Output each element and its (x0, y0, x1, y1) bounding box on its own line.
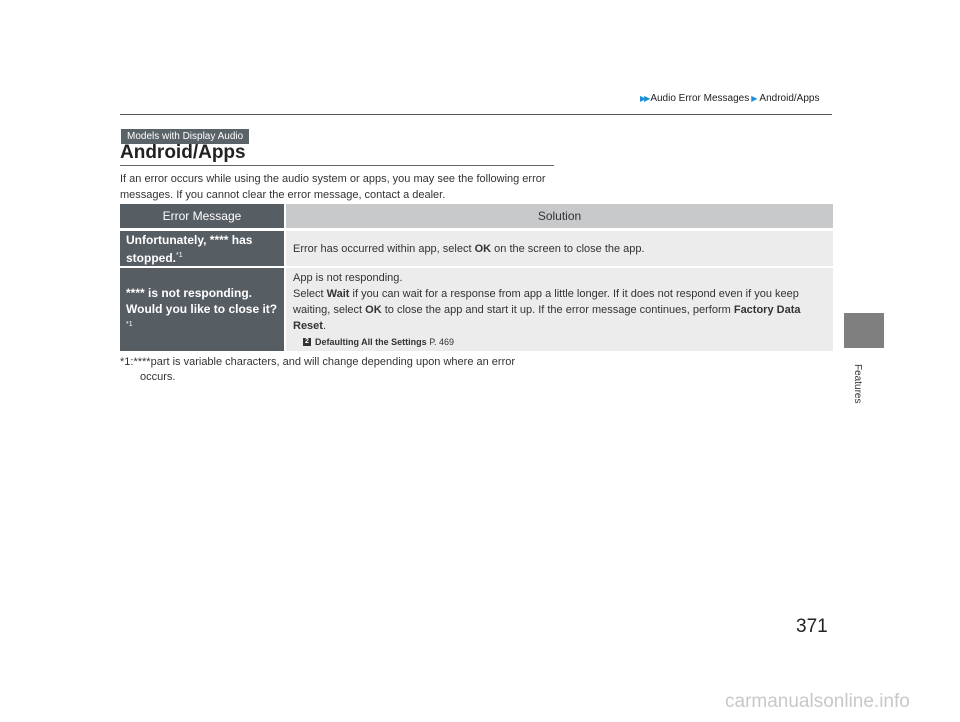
header-solution: Solution (286, 204, 833, 228)
table-row (120, 268, 833, 351)
footnote: *1:****part is variable characters, and will change depending upon where an error occurs. (120, 356, 516, 383)
page-number: 371 (796, 616, 828, 637)
cross-reference-link[interactable]: 2 Defaulting All the Settings P. 469 (293, 334, 828, 350)
arrow-icon: ▶ (751, 94, 758, 103)
table-header (120, 204, 833, 228)
error-message-cell: Unfortunately, **** has stopped.$^{*1}$ (120, 231, 284, 266)
side-tab-label: Features (852, 364, 863, 404)
solution-cell: Error has occurred within app, select OK on the screen to close the app. (286, 231, 833, 266)
side-tab-marker (844, 313, 884, 348)
breadcrumb-item[interactable]: Audio Error Messages (650, 93, 750, 104)
table-row (120, 231, 833, 266)
error-message-cell: **** is not responding. Would you like to close it?$^{*1}$ (120, 268, 284, 351)
header-divider (120, 114, 832, 115)
watermark: carmanualsonline.info (725, 691, 910, 712)
double-arrow-icon: ▶▶ (640, 94, 649, 103)
reference-arrow-icon: 2 (303, 338, 311, 346)
intro-text: If an error occurs while using the audio system or apps, you may see the following error messages. If you cannot clear the error message, contact a dealer. (120, 173, 546, 201)
title-divider (120, 165, 554, 166)
footnote-ref: *1 (176, 251, 183, 259)
model-badge: Models with Display Audio (121, 129, 249, 144)
page-title: Android/Apps (120, 142, 246, 163)
breadcrumb-item[interactable]: Android/Apps (759, 93, 820, 104)
solution-cell: App is not responding. Select Wait if you can wait for a response from app a little longer. If it does not respond even if you keep waiting, select OK to close the app and start it up. If the error message continues, perform Factory Data Reset. 2 Defaulting All the Settings P. 469 (286, 268, 833, 351)
header-error-message: Error Message (120, 204, 284, 228)
footnote-ref: *1 (126, 320, 133, 328)
breadcrumb (640, 93, 819, 104)
